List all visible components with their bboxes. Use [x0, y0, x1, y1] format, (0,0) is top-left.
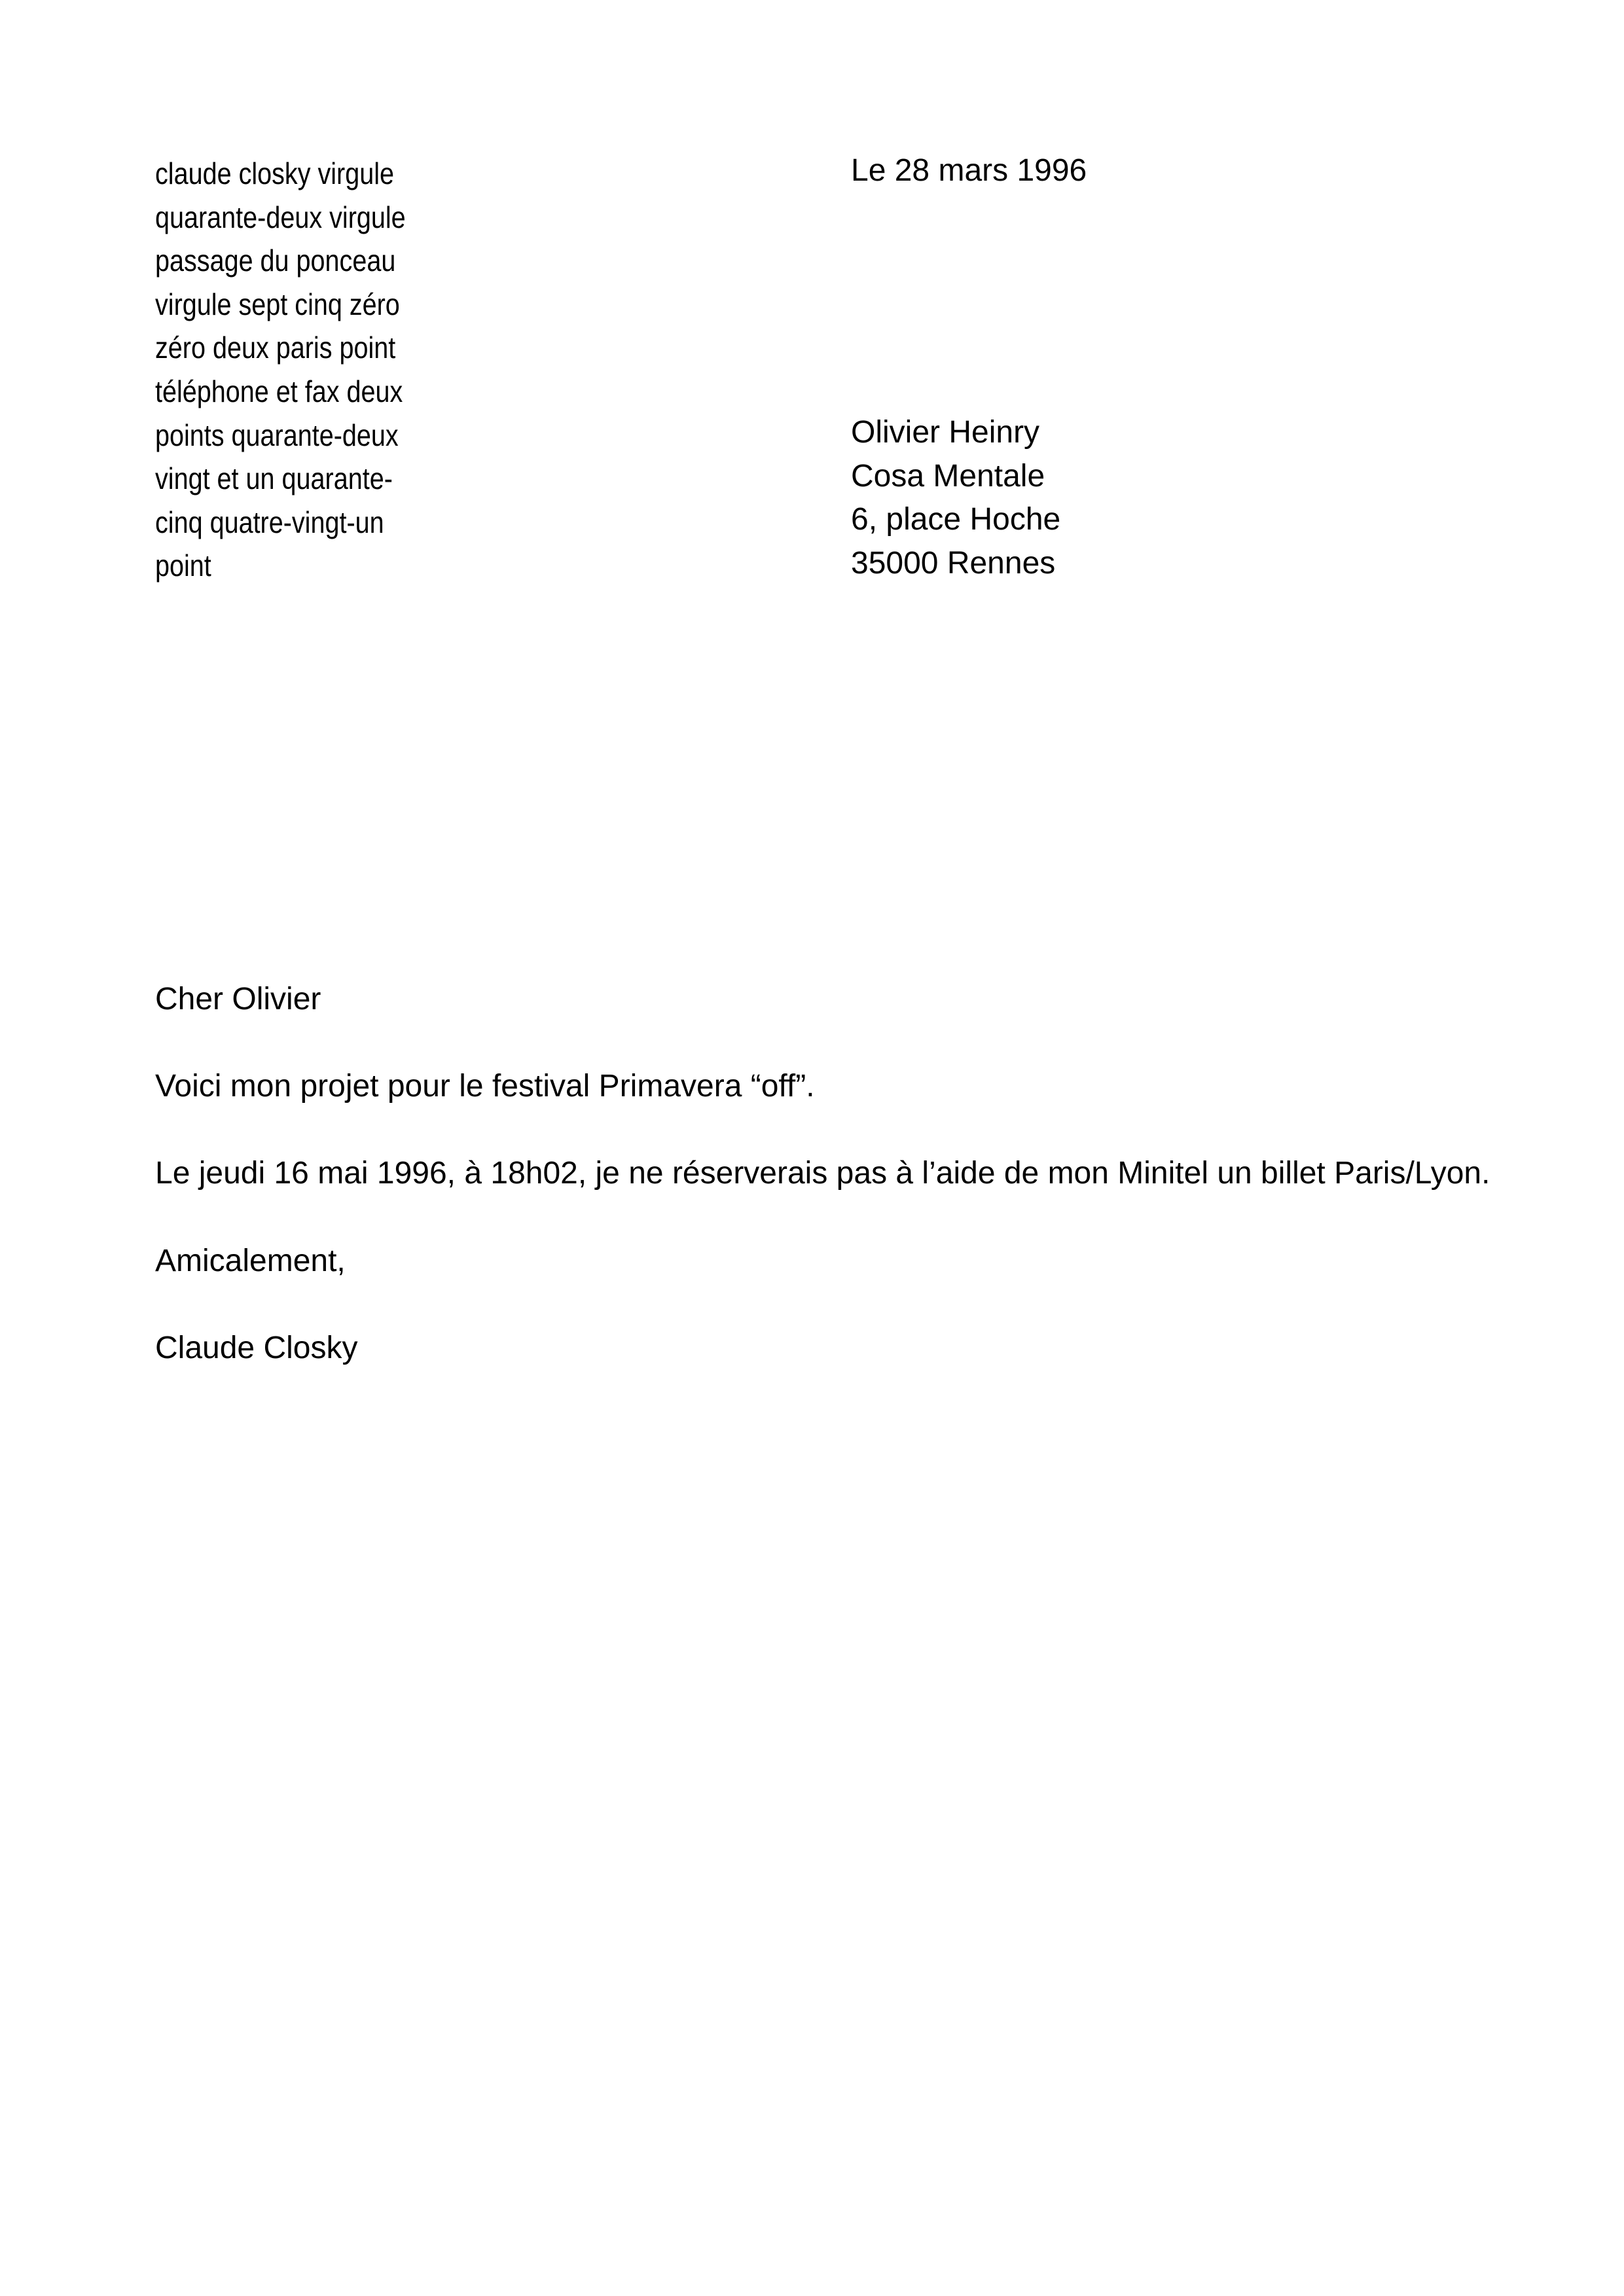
recipient-street: 6, place Hoche [851, 502, 1061, 537]
sender-line: cinq quatre-vingt-un [155, 505, 384, 539]
letter-date: Le 28 mars 1996 [851, 153, 1087, 188]
recipient-organization: Cosa Mentale [851, 458, 1045, 493]
sender-address-block [155, 152, 549, 588]
recipient-address-block [851, 411, 1060, 585]
sender-line: claude closky virgule [155, 156, 395, 190]
signature: Claude Closky [155, 1330, 358, 1365]
sender-line: quarante-deux virgule [155, 200, 406, 234]
sender-line: zéro deux paris point [155, 331, 396, 365]
salutation: Cher Olivier [155, 982, 321, 1016]
body-paragraph: Le jeudi 16 mai 1996, à 18h02, je ne réserverais pas à l’aide de mon Minitel un billet Paris/Lyon. [155, 1156, 1490, 1191]
body-paragraph: Voici mon projet pour le festival Primavera “off”. [155, 1069, 815, 1104]
sender-line: vingt et un quarante- [155, 461, 393, 496]
sender-line: point [155, 548, 211, 583]
sender-line: virgule sept cinq zéro [155, 287, 400, 321]
sender-line: téléphone et fax deux [155, 374, 403, 408]
letter-body [155, 978, 1490, 1414]
sender-line: points quarante-deux [155, 418, 399, 452]
recipient-city: 35000 Rennes [851, 545, 1056, 581]
sender-line: passage du ponceau [155, 243, 396, 278]
closing: Amicalement, [155, 1243, 346, 1278]
recipient-name: Olivier Heinry [851, 415, 1040, 450]
